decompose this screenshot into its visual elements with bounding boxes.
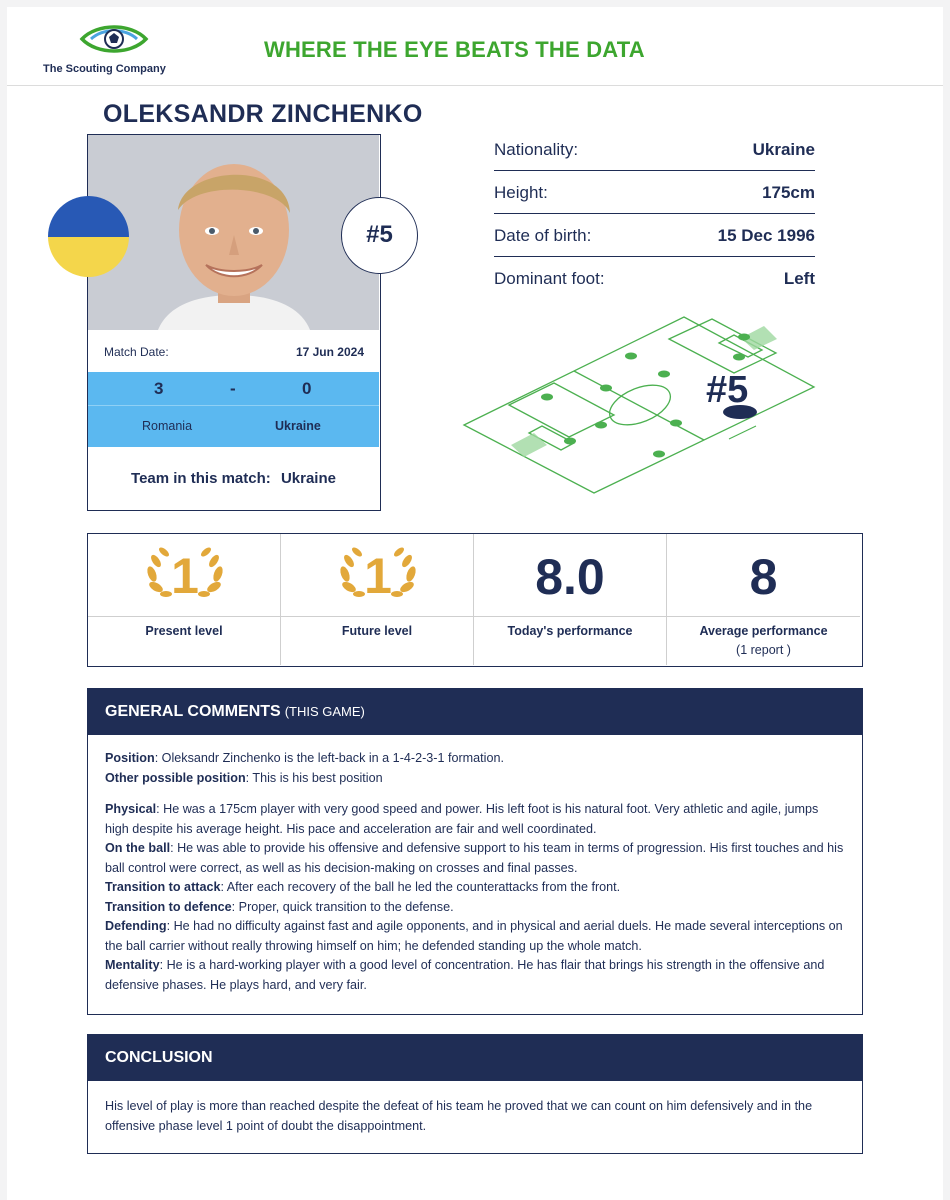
pitch-position-diagram [454, 305, 824, 495]
laurel-badge-icon [335, 544, 421, 600]
info-value: Ukraine [752, 140, 815, 159]
present-level-value: 1 [171, 548, 199, 600]
comment-label: Other possible position [105, 770, 246, 785]
shirt-number-badge: #5 [341, 197, 418, 274]
comment-label: Physical [105, 802, 157, 816]
info-row-birth-date [494, 214, 815, 257]
stats-panel [87, 533, 863, 667]
comment-text: : This is his best position [245, 770, 383, 785]
stat-average-performance [667, 534, 860, 665]
ukraine-flag-icon [48, 196, 129, 277]
info-label: Nationality: [494, 140, 579, 159]
future-level-label: Future level [341, 624, 413, 638]
comment-on-the-ball [105, 839, 845, 878]
comment-mentality [105, 956, 845, 995]
score-row [88, 372, 379, 405]
present-level-label: Present level [145, 624, 223, 638]
conclusion-text: His level of play is more than reached despite the defeat of his team he proved that we can count on him defensively and in the offensive phase level 1 point of doubt the disappointment. [105, 1099, 813, 1133]
pitch-number-label: #5 [706, 369, 749, 411]
logo-text: The Scouting Company [43, 63, 166, 75]
general-comments-body [88, 735, 862, 995]
comment-text: : After each recovery of the ball he led the counterattacks from the front. [220, 880, 621, 894]
today-performance-value: 8.0 [535, 549, 605, 605]
conclusion-header [88, 1035, 862, 1081]
match-date-label: Match Date: [104, 345, 169, 359]
comment-text: : He is a hard-working player with a good level of concentration. He has flair that brings his strength in the offensive and defensive phases. He plays hard, and very fair. [105, 958, 825, 992]
player-photo [88, 135, 379, 330]
laurel-badge-icon [142, 544, 228, 600]
general-comments-section [87, 688, 863, 1015]
team-label: Team in this match: [131, 470, 271, 487]
info-row-dominant-foot [494, 257, 815, 300]
comment-text: : Proper, quick transition to the defense. [231, 899, 454, 914]
comment-other-position [105, 769, 845, 789]
comment-transition-attack [105, 878, 845, 898]
info-value: 15 Dec 1996 [717, 226, 815, 245]
comment-label: Position [105, 751, 155, 765]
scouting-report-page [7, 7, 943, 1200]
comment-label: Mentality [105, 958, 160, 972]
company-logo [37, 21, 177, 83]
comment-text: : He was a 175cm player with very good speed and power. His left foot is his natural foot. Very athletic and agile, jumps high despite his average height. His pace and acceleration are fair and well coordinated. [105, 802, 819, 836]
player-card [87, 134, 381, 511]
comment-text: : Oleksandr Zinchenko is the left-back in a 1-4-2-3-1 formation. [154, 751, 504, 765]
info-row-height [494, 171, 815, 214]
average-performance-label: Average performance [699, 624, 828, 638]
general-comments-subtitle: (THIS GAME) [284, 704, 365, 719]
info-label: Date of birth: [494, 226, 592, 245]
conclusion-title: CONCLUSION [105, 1049, 213, 1066]
score-separator: - [230, 379, 236, 398]
away-score: 0 [302, 379, 312, 398]
info-label: Dominant foot: [494, 269, 605, 288]
comment-text: : He had no difficulty against fast and agile opponents, and in physical and aerial duels. He made several interceptions on the ball carrier without really throwing himself on him; he defended standing up the whole match. [105, 919, 843, 953]
comment-defending [105, 917, 845, 956]
general-comments-header [88, 689, 862, 735]
average-performance-value: 8 [749, 549, 778, 605]
stat-future-level [281, 534, 474, 665]
eye-ball-icon [79, 21, 149, 57]
player-info-list [494, 128, 815, 300]
stat-today-performance [474, 534, 667, 665]
match-date-value: 17 Jun 2024 [295, 345, 364, 359]
comment-label: Transition to attack [105, 880, 221, 894]
general-comments-title: GENERAL COMMENTS [105, 703, 281, 720]
stat-present-level [88, 534, 281, 665]
info-value: Left [783, 269, 815, 288]
info-value: 175cm [762, 183, 815, 202]
comment-transition-defence [105, 898, 845, 918]
comment-label: On the ball [105, 841, 171, 855]
conclusion-body [88, 1081, 862, 1136]
info-row-nationality [494, 128, 815, 171]
player-name: OLEKSANDR ZINCHENKO [103, 100, 423, 128]
comment-physical [105, 800, 845, 839]
report-header [7, 7, 943, 86]
tagline: WHERE THE EYE BEATS THE DATA [264, 37, 645, 62]
comment-label: Defending [105, 919, 167, 933]
home-team: Romania [142, 419, 193, 433]
comment-position [105, 749, 845, 769]
team-in-match [88, 470, 379, 487]
away-team: Ukraine [275, 419, 321, 433]
comment-text: : He was able to provide his offensive and defensive support to his team in terms of progression. His first touches and his ball control were correct, as well as his decision-making on crosses and final passes. [105, 841, 844, 875]
teams-row [88, 405, 379, 447]
team-value: Ukraine [280, 470, 336, 487]
today-performance-label: Today's performance [507, 624, 633, 638]
comment-label: Transition to defence [105, 899, 232, 914]
info-label: Height: [494, 183, 548, 202]
future-level-value: 1 [364, 548, 392, 600]
average-report-count: (1 report ) [736, 643, 791, 657]
conclusion-section [87, 1034, 863, 1154]
home-score: 3 [154, 379, 164, 398]
